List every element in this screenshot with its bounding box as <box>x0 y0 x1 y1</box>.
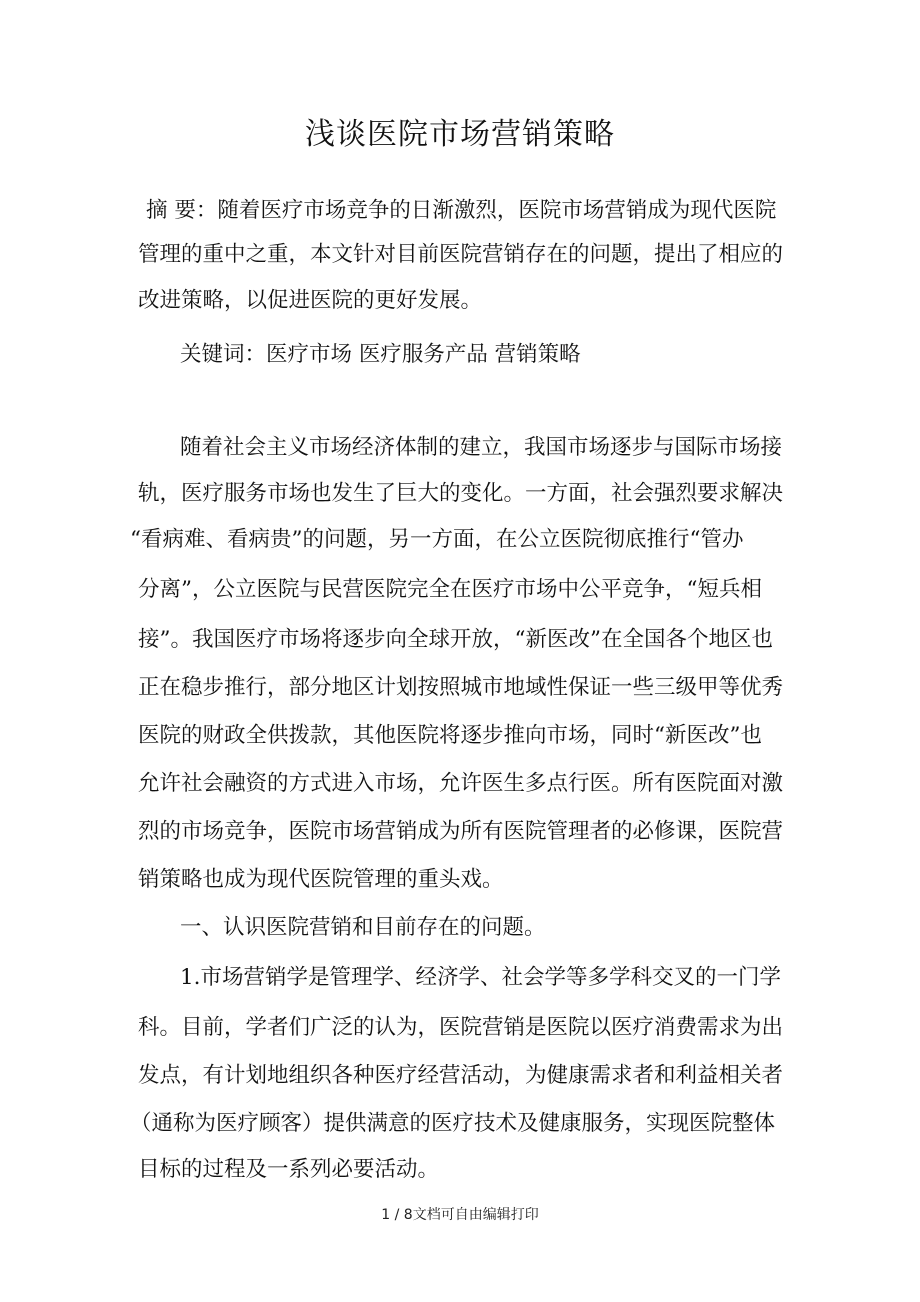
abstract-line: 摘 要：随着医疗市场竞争的日渐激烈，医院市场营销成为现代医院 <box>146 198 777 223</box>
body-line: 销策略也成为现代医院管理的重头戏。 <box>138 867 504 892</box>
section-line: 发点，有计划地组织各种医疗经营活动，为健康需求者和利益相关者 <box>138 1063 784 1088</box>
section-line: 目标的过程及一系列必要活动。 <box>138 1157 440 1182</box>
body-line: 医院的财政全供拨款，其他医院将逐步推向市场，同时“新医改”也 <box>138 723 762 748</box>
body-line: 轨，医疗服务市场也发生了巨大的变化。一方面，社会强烈要求解决 <box>138 481 784 506</box>
body-line: 允许社会融资的方式进入市场，允许医生多点行医。所有医院面对激 <box>138 771 784 796</box>
body-line: 正在稳步推行，部分地区计划按照城市地域性保证一些三级甲等优秀 <box>138 675 784 700</box>
body-line: 随着社会主义市场经济体制的建立，我国市场逐步与国际市场接 <box>180 435 783 460</box>
section-line: 科。目前，学者们广泛的认为，医院营销是医院以医疗消费需求为出 <box>138 1015 784 1040</box>
body-line: 接”。我国医疗市场将逐步向全球开放，“新医改”在全国各个地区也 <box>138 627 773 652</box>
section-line: （通称为医疗顾客）提供满意的医疗技术及健康服务，实现医院整体 <box>130 1111 776 1136</box>
abstract-line: 管理的重中之重，本文针对目前医院营销存在的问题，提出了相应的 <box>138 242 784 267</box>
section-line: 1.市场营销学是管理学、经济学、社会学等多学科交叉的一门学 <box>180 965 782 990</box>
page-footer: 1 / 8文档可自由编辑打印 <box>381 1207 539 1223</box>
abstract-line: 改进策略，以促进医院的更好发展。 <box>138 288 483 313</box>
keywords-line: 关键词：医疗市场 医疗服务产品 营销策略 <box>180 342 581 367</box>
document-title: 浅谈医院市场营销策略 <box>305 117 615 152</box>
body-line: 分离”，公立医院与民营医院完全在医疗市场中公平竞争，“短兵相 <box>138 577 762 602</box>
body-line: 烈的市场竞争，医院市场营销成为所有医院管理者的必修课，医院营 <box>138 819 784 844</box>
body-line: “看病难、看病贵”的问题，另一方面，在公立医院彻底推行“管办 <box>130 527 744 552</box>
section-heading: 一、认识医院营销和目前存在的问题。 <box>180 915 546 940</box>
